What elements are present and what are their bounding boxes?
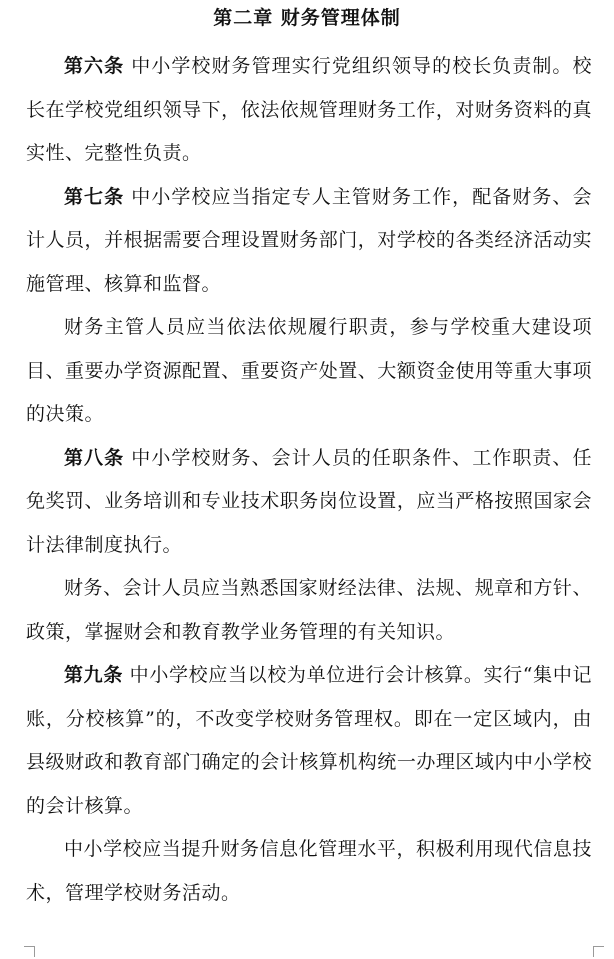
- paragraph-text: 中小学校应当提升财务信息化管理水平，积极利用现代信息技术，管理学校财务活动。: [26, 838, 592, 904]
- chapter-title: 第二章 财务管理体制: [213, 7, 401, 29]
- article-number: 第七条: [64, 185, 125, 208]
- paragraph-text: 中小学校财务、会计人员的任职条件、工作职责、任免奖罚、业务培训和专业技术职务岗位设置，应当严格按照国家会计法律制度执行。: [26, 446, 592, 556]
- paragraph-article-7-supplement: [26, 306, 592, 437]
- paragraph-article-8-supplement: [26, 567, 592, 654]
- page-corner-mark-right: [593, 946, 604, 957]
- paragraph-text: 财务、会计人员应当熟悉国家财经法律、法规、规章和方针、政策，掌握财会和教育教学业务管理的有关知识。: [26, 577, 592, 643]
- page-corner-mark-left: [24, 946, 35, 957]
- document-body: [26, 45, 592, 915]
- paragraph-article-8: [26, 437, 592, 568]
- paragraph-text: 中小学校应当以校为单位进行会计核算。实行“集中记账，分校核算”的，不改变学校财务管理权。即在一定区域内，由县级财政和教育部门确定的会计核算机构统一办理区域内中小学校的会计核算。: [26, 664, 592, 817]
- paragraph-text: 中小学校应当指定专人主管财务工作，配备财务、会计人员，并根据需要合理设置财务部门，对学校的各类经济活动实施管理、核算和监督。: [26, 185, 592, 295]
- paragraph-article-9-supplement: [26, 828, 592, 915]
- paragraph-text: 中小学校财务管理实行党组织领导的校长负责制。校长在学校党组织领导下，依法依规管理财务工作，对财务资料的真实性、完整性负责。: [26, 55, 592, 164]
- article-number: 第八条: [64, 446, 125, 469]
- paragraph-article-9: [26, 654, 592, 828]
- paragraph-article-7: [26, 176, 592, 307]
- paragraph-article-6: [26, 45, 592, 176]
- article-number: 第九条: [64, 664, 123, 686]
- paragraph-text: 财务主管人员应当依法依规履行职责，参与学校重大建设项目、重要办学资源配置、重要资产处置、大额资金使用等重大事项的决策。: [26, 316, 592, 425]
- article-number: 第六条: [64, 55, 125, 77]
